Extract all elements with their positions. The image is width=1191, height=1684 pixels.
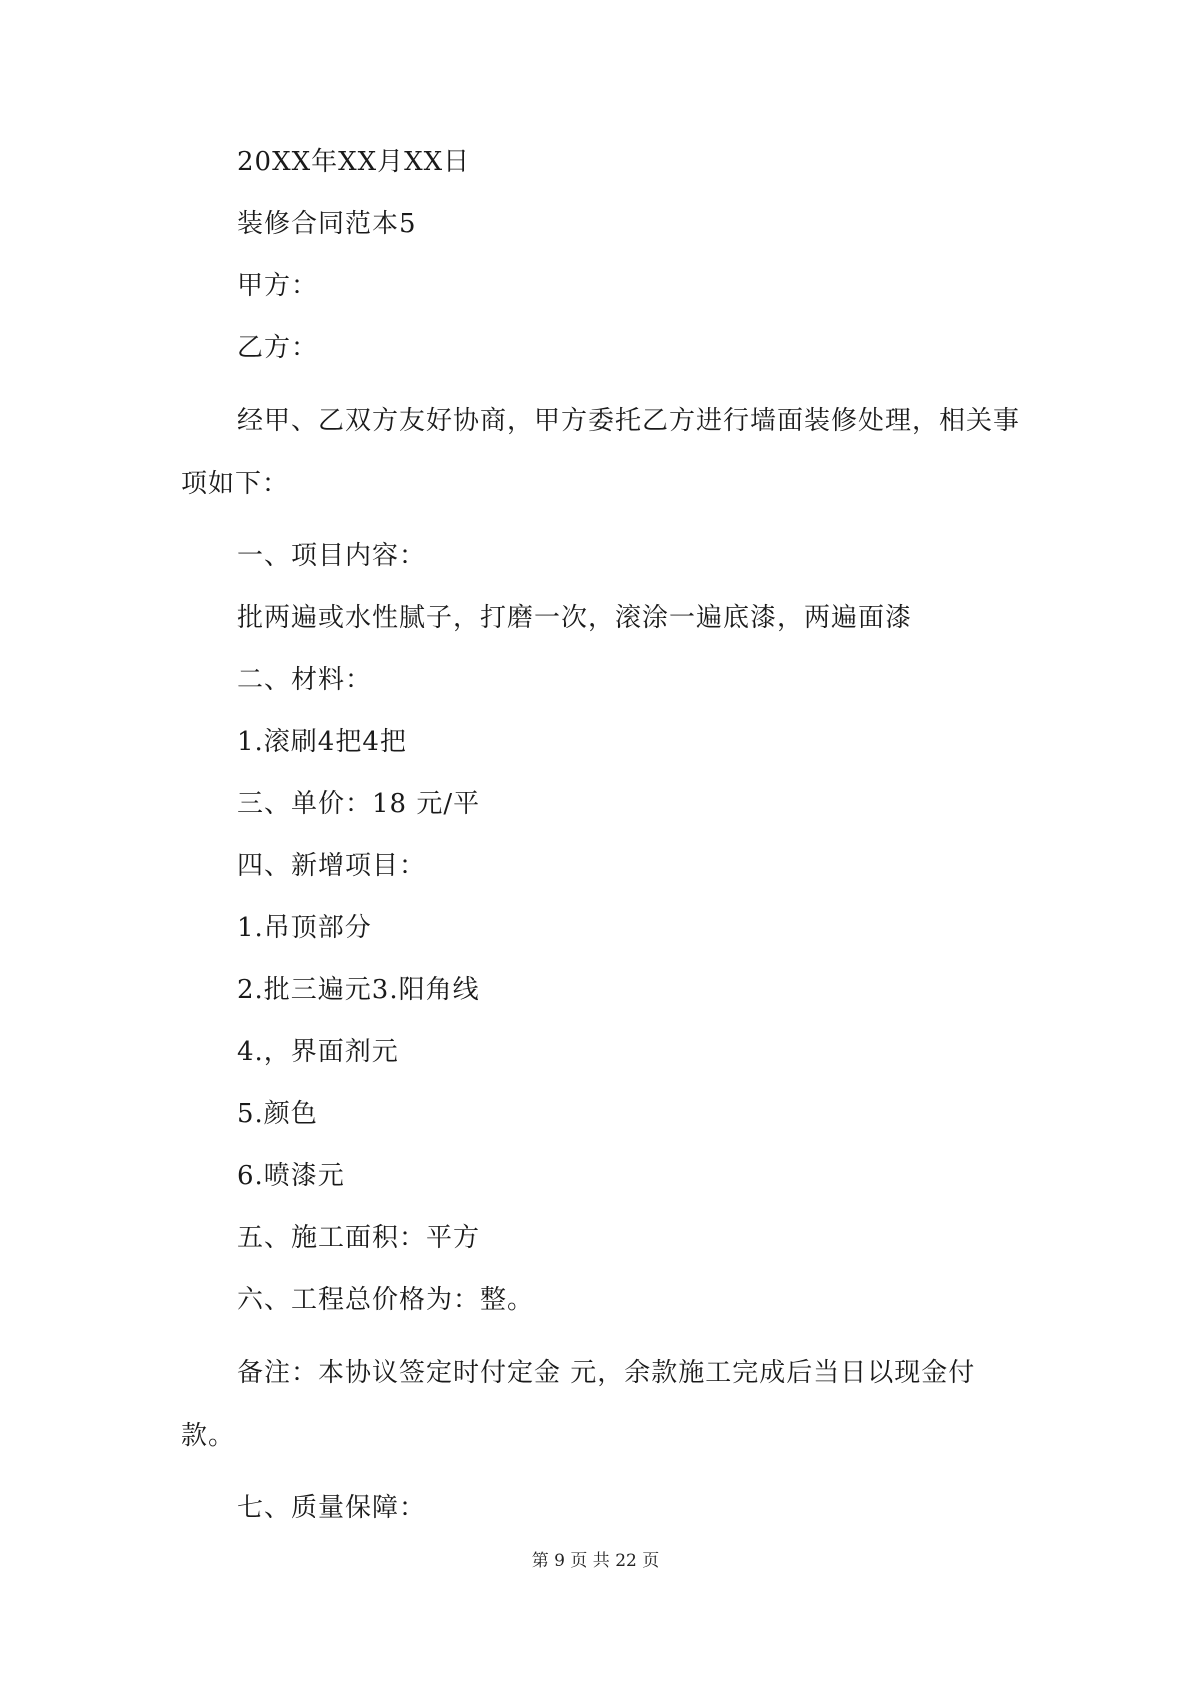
intro-paragraph: 经甲、乙双方友好协商，甲方委托乙方进行墙面装修处理，相关事项如下：: [181, 406, 1021, 499]
section-5-area: 五、施工面积：平方: [237, 1223, 481, 1253]
material-item: 1.滚刷4把4把: [237, 727, 407, 757]
section-6-total-price: 六、工程总价格为：整。: [237, 1285, 535, 1315]
new-item-1: 1.吊顶部分: [237, 913, 372, 943]
contract-title: 装修合同范本5: [237, 209, 417, 239]
new-item-2: 2.批三遍元3.阳角线: [237, 975, 480, 1005]
party-a-line: 甲方：: [237, 271, 319, 301]
section-3-unit-price: 三、单价：18 元/平: [237, 789, 481, 819]
section-7-heading: 七、质量保障：: [237, 1493, 427, 1523]
section-2-heading: 二、材料：: [237, 665, 373, 695]
section-1-heading: 一、项目内容：: [237, 541, 427, 571]
new-item-5: 5.颜色: [237, 1099, 318, 1129]
section-1-content: 批两遍或水性腻子，打磨一次，滚涂一遍底漆，两遍面漆: [237, 603, 913, 633]
new-item-6: 6.喷漆元: [237, 1161, 345, 1191]
new-item-4: 4.，界面剂元: [237, 1037, 399, 1067]
page-footer: 第 9 页 共 22 页: [531, 1551, 660, 1571]
document-body: [181, 142, 1021, 1550]
section-4-heading: 四、新增项目：: [237, 851, 427, 881]
date-line: 20XX年XX月XX日: [237, 147, 471, 177]
party-b-line: 乙方：: [237, 333, 319, 363]
remark-paragraph: 备注：本协议签定时付定金 元，余款施工完成后当日以现金付款。: [181, 1358, 976, 1451]
